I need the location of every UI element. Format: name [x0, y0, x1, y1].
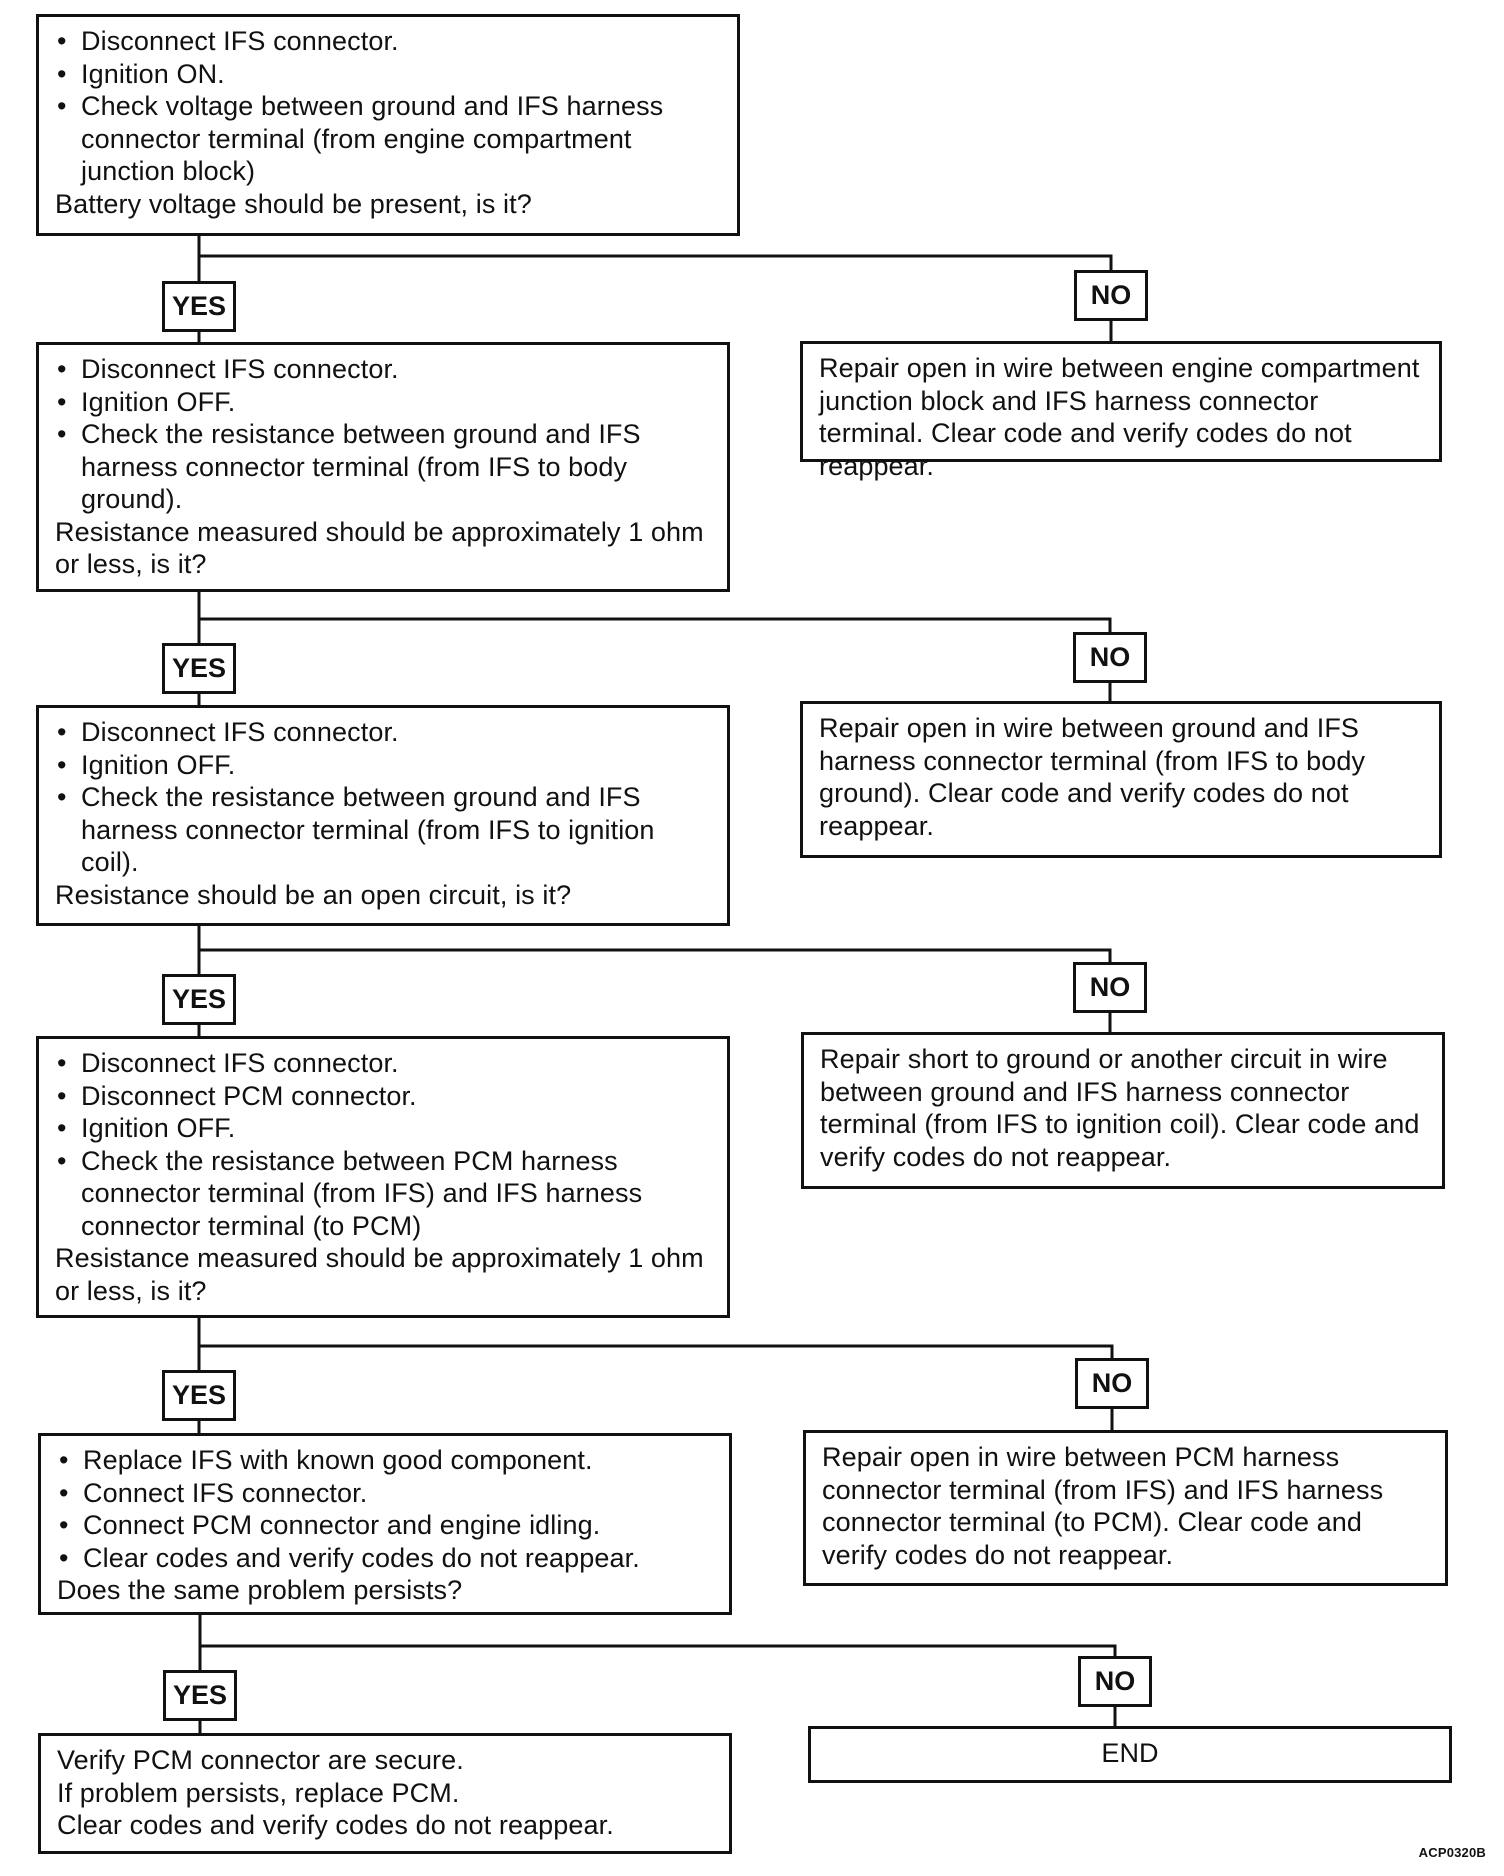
- no-result-1-box: [800, 341, 1442, 481]
- connector-line: [199, 619, 1110, 643]
- step-2-actions: [55, 353, 713, 516]
- no-label: NO: [1073, 632, 1147, 683]
- action-item: • Ignition OFF.: [57, 749, 236, 780]
- step-5-box: [38, 1433, 732, 1615]
- action-item: • Disconnect IFS connector.: [57, 1048, 399, 1078]
- bullet: •: [59, 1445, 69, 1475]
- end-box: [808, 1726, 1452, 1783]
- step-1-actions: [55, 25, 723, 188]
- bullet: •: [57, 386, 67, 417]
- bullet: •: [57, 1113, 67, 1143]
- action-item: • Disconnect IFS connector.: [57, 26, 399, 56]
- figure-code: ACP0320B: [1418, 1845, 1486, 1860]
- no-result-4-box: [803, 1430, 1448, 1586]
- action-item: • Disconnect IFS connector.: [57, 354, 399, 384]
- step-2-box: [36, 342, 730, 592]
- yes-label: YES: [162, 643, 236, 694]
- bullet: •: [59, 1510, 69, 1540]
- bullet: •: [57, 354, 67, 384]
- final-step-line: Verify PCM connector are secure.: [57, 1745, 464, 1775]
- step-2-question: Resistance measured should be approximately 1 ohm or less, is it?: [55, 516, 704, 579]
- action-item: • Connect IFS connector.: [59, 1477, 368, 1508]
- bullet: •: [57, 419, 67, 449]
- yes-label: YES: [162, 974, 236, 1025]
- action-item: • Clear codes and verify codes do not reappear.: [59, 1542, 640, 1573]
- connector-line: [199, 256, 1111, 281]
- final-step-line: Clear codes and verify codes do not reappear.: [57, 1810, 614, 1840]
- bullet: •: [57, 91, 67, 121]
- step-1-box: [36, 14, 740, 236]
- action-item: • Ignition ON.: [57, 58, 225, 89]
- bullet: •: [57, 749, 67, 780]
- bullet: •: [59, 1542, 69, 1573]
- step-3-box: [36, 705, 730, 926]
- action-item: • Disconnect IFS connector.: [57, 717, 399, 747]
- bullet: •: [57, 782, 67, 812]
- connector-line: [199, 1346, 1112, 1370]
- action-item: • Check voltage between ground and IFS harness connector terminal (from engine compartment junction block): [57, 91, 664, 186]
- step-3-actions: [55, 716, 713, 879]
- no-label: NO: [1073, 962, 1147, 1013]
- bullet: •: [57, 58, 67, 89]
- bullet: •: [59, 1477, 69, 1508]
- connector-line: [199, 950, 1110, 974]
- bullet: •: [57, 1080, 67, 1111]
- no-label: NO: [1074, 270, 1148, 321]
- no-label: NO: [1078, 1656, 1152, 1707]
- no-result-1-text: Repair open in wire between engine compartment junction block and IFS harness connector terminal. Clear code and verify codes do not reappear.: [819, 353, 1420, 481]
- yes-label: YES: [162, 1370, 236, 1421]
- end-text: END: [1101, 1738, 1159, 1768]
- action-item: • Replace IFS with known good component.: [59, 1445, 593, 1475]
- action-item: • Check the resistance between PCM harness connector terminal (from IFS) and IFS harness connector terminal (to PCM): [57, 1145, 643, 1241]
- bullet: •: [57, 1145, 67, 1176]
- final-step-box: [38, 1733, 732, 1854]
- no-result-4-text: Repair open in wire between PCM harness connector terminal (from IFS) and IFS harness connector terminal (to PCM). Clear code and verify codes do not reappear.: [822, 1442, 1384, 1570]
- action-item: • Disconnect PCM connector.: [57, 1080, 417, 1111]
- final-step-line: If problem persists, replace PCM.: [57, 1777, 460, 1808]
- action-item: • Connect PCM connector and engine idling.: [59, 1510, 601, 1540]
- step-5-question: Does the same problem persists?: [57, 1575, 463, 1605]
- action-item: • Check the resistance between ground and IFS harness connector terminal (from IFS to ignition coil).: [57, 782, 655, 877]
- action-item: • Ignition OFF.: [57, 1113, 236, 1143]
- step-4-actions: [55, 1047, 713, 1242]
- action-item: • Ignition OFF.: [57, 386, 236, 417]
- action-item: • Check the resistance between ground and IFS harness connector terminal (from IFS to body ground).: [57, 419, 641, 514]
- step-1-question: Battery voltage should be present, is it?: [55, 188, 532, 219]
- bullet: •: [57, 1048, 67, 1078]
- step-4-question: Resistance measured should be approximately 1 ohm or less, is it?: [55, 1243, 704, 1306]
- yes-label: YES: [163, 1670, 237, 1721]
- no-label: NO: [1075, 1358, 1149, 1409]
- step-5-actions: [57, 1444, 715, 1574]
- no-result-3-text: Repair short to ground or another circuit in wire between ground and IFS harness connector terminal (from IFS to ignition coil). Clear code and verify codes do not reappear.: [820, 1044, 1420, 1172]
- no-result-2-box: [800, 701, 1442, 858]
- yes-label: YES: [162, 281, 236, 332]
- step-3-question: Resistance should be an open circuit, is it?: [55, 879, 572, 910]
- no-result-2-text: Repair open in wire between ground and IFS harness connector terminal (from IFS to body ground). Clear code and verify codes do not reappear.: [819, 713, 1366, 841]
- connector-line: [200, 1646, 1115, 1668]
- bullet: •: [57, 717, 67, 747]
- no-result-3-box: [801, 1032, 1445, 1189]
- bullet: •: [57, 26, 67, 56]
- step-4-box: [36, 1036, 730, 1318]
